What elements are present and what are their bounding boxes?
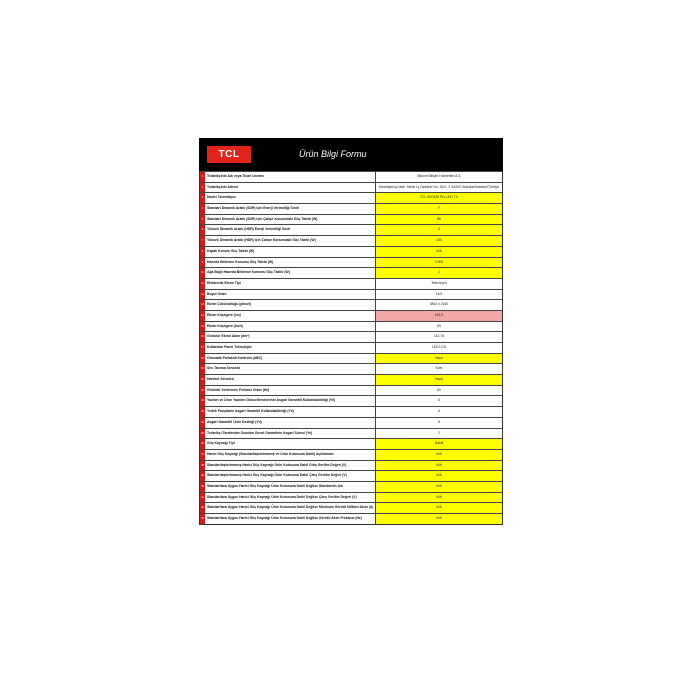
table-row <box>200 246 502 257</box>
table-row <box>200 299 502 310</box>
table-row <box>200 417 502 428</box>
row-number: 14 <box>200 311 205 321</box>
row-number: 17 <box>200 343 205 353</box>
table-row <box>200 395 502 406</box>
row-value: Televizyon <box>431 280 447 285</box>
table-row <box>200 353 502 364</box>
row-label: Yazılım ve Ürün Yazılımı Güncellemelerinin Asgari Garantili Kullanılabilirliği (Yıl) <box>205 396 376 406</box>
table-row <box>200 438 502 449</box>
table-row <box>200 513 502 524</box>
row-label: Standartlaştırılmamış Harici Güç Kaynağı Ürün Kutusuna Dahil Çıkış Gerilim Değeri (V) <box>205 471 376 481</box>
table-row <box>200 492 502 503</box>
row-label: Standartlara Uygun Harici Güç Kaynağı Ürün Kutusuna Dahil Değilse Standardın Adı <box>205 482 376 492</box>
row-label: Güç Kaynağı Tipi <box>205 439 376 449</box>
row-number: 26 <box>200 439 205 449</box>
table-row <box>200 289 502 300</box>
row-number: 10 <box>200 268 205 278</box>
row-value: 86 <box>376 215 502 225</box>
product-info-sheet <box>199 138 503 525</box>
row-number: 9 <box>200 258 205 268</box>
table-row <box>200 460 502 471</box>
table-row <box>200 278 502 289</box>
table-row <box>200 267 502 278</box>
row-label: Ekran Çözünürlüğü (piksel) <box>205 300 376 310</box>
row-value: N/A <box>376 514 502 524</box>
row-value: Evet <box>435 366 443 371</box>
row-value: 8 <box>438 398 440 403</box>
row-value: N/A <box>376 461 502 471</box>
sheet-header <box>199 138 503 171</box>
row-number: 31 <box>200 493 205 503</box>
row-value: 0,500 <box>376 258 502 268</box>
row-value: N/A <box>376 247 502 257</box>
row-number: 27 <box>200 450 205 460</box>
table-row <box>200 502 502 513</box>
table-row <box>200 171 502 182</box>
row-number: 18 <box>200 354 205 364</box>
table-row <box>200 310 502 321</box>
row-label: Tedarikçi Tarafından Sunulan Genel Garantinin Asgari Süresi (Yıl) <box>205 429 376 439</box>
table-row <box>200 406 502 417</box>
table-row <box>200 481 502 492</box>
row-label: Yüksek Dinamik Aralık (HDR) Enerji Verimliliği Sınıfı <box>205 225 376 235</box>
row-number: 19 <box>200 364 205 374</box>
row-value: 3840 x 2160 <box>429 302 449 307</box>
spec-table <box>199 171 503 525</box>
row-label: Ses Tanıma Sensörü <box>205 364 376 374</box>
row-label: Yedek Parçaların Asgari Garantili Kullanılabilirliği (Yıl) <box>205 407 376 417</box>
row-number: 20 <box>200 375 205 385</box>
row-label: Tedarikçinin Adı veya Ticari Unvanı <box>205 172 376 182</box>
row-label: Tedarikçinin Adresi <box>205 183 376 193</box>
table-row <box>200 331 502 342</box>
table-row <box>200 224 502 235</box>
row-label: Ağa Bağlı Hazırda Bekleme Konumu Güç Talebi (W) <box>205 268 376 278</box>
row-value: G <box>376 225 502 235</box>
row-number: 11 <box>200 279 205 289</box>
table-row <box>200 192 502 203</box>
row-label: Standart Dinamik Aralık (SDR) için Çalışır Konumdaki Güç Talebi (W) <box>205 215 376 225</box>
row-label: Görünür Ekran Alanı (dm²) <box>205 332 376 342</box>
table-row <box>200 449 502 460</box>
row-value: F <box>376 204 502 214</box>
row-label: Model Tanımlayıcı <box>205 193 376 203</box>
row-label: Boyut Oranı <box>205 290 376 300</box>
row-value: Bilkom Bilişim Hizmetleri A.Ş <box>417 174 461 178</box>
row-number: 29 <box>200 471 205 481</box>
row-number: 32 <box>200 503 205 513</box>
table-row <box>200 470 502 481</box>
row-value: N/A <box>376 493 502 503</box>
row-label: Hareket Sensörü <box>205 375 376 385</box>
row-number: 22 <box>200 396 205 406</box>
row-value: 60 <box>437 387 441 392</box>
row-value: 16:9 <box>435 291 443 296</box>
table-row <box>200 428 502 439</box>
row-label: Elektronik Ekran Tipi <box>205 279 376 289</box>
row-value: 2 <box>376 268 502 278</box>
table-row <box>200 182 502 193</box>
table-row <box>200 385 502 396</box>
row-label: Ekran Köşegeni (cm) <box>205 311 376 321</box>
row-value: Dahili <box>376 439 502 449</box>
row-value: 114,78 <box>433 334 445 339</box>
table-row <box>200 235 502 246</box>
row-label: Kapalı Konum Güç Talebi (W) <box>205 247 376 257</box>
row-value: 150 <box>376 236 502 246</box>
table-row <box>200 203 502 214</box>
row-label: Kullanılan Panel Teknolojisi <box>205 343 376 353</box>
row-number: 13 <box>200 300 205 310</box>
row-value: 163,9 <box>376 311 502 321</box>
row-value: 65 <box>437 323 441 328</box>
table-row <box>200 321 502 332</box>
table-row <box>200 342 502 353</box>
row-value: N/A <box>376 450 502 460</box>
row-label: Yüksek Dinamik Aralık (HDR) için Çalışır Konumdaki Güç Talebi (W) <box>205 236 376 246</box>
row-label: Standartlara Uygun Harici Güç Kaynağı Ürün Kutusuna Dahil Değilse Minimum Gerekli Nitiben Akım (A) <box>205 503 376 513</box>
row-value: Mecidiyeköy Mah. Mehir İş Caddesi No: 38 K: 3 34400 Üsküdar/İstanbul/Türkiye <box>378 184 500 189</box>
row-number: 2 <box>200 183 205 193</box>
row-label: Asgari Garantili Ürün Desteği (Yıl) <box>205 418 376 428</box>
row-value: N/A <box>376 471 502 481</box>
row-number: 25 <box>200 429 205 439</box>
row-label: Görüntü Yenilenme Frekans Oranı (Hz) <box>205 386 376 396</box>
row-number: 12 <box>200 290 205 300</box>
form-title: Ürün Bilgi Formu <box>299 149 367 159</box>
row-number: 5 <box>200 215 205 225</box>
row-number: 16 <box>200 332 205 342</box>
row-value: 8 <box>438 409 440 414</box>
row-label: Hazırda Bekleme Konumu Güç Talebi (W) <box>205 258 376 268</box>
row-label: Standartlara Uygun Harici Güç Kaynağı Ürün Kutusuna Dahil Değilse Çıkış Gerilim Değeri (V) <box>205 493 376 503</box>
row-number: 3 <box>200 193 205 203</box>
row-value: 2 <box>438 430 440 435</box>
row-number: 33 <box>200 514 205 524</box>
row-value: TCL 65C635 Pro LED TV <box>376 193 502 203</box>
row-number: 21 <box>200 386 205 396</box>
row-label: Harici Güç Kaynağı (Standartlaştırılmamış ve Ürün Kutusuna Dahil) Açıklaması <box>205 450 376 460</box>
table-row <box>200 363 502 374</box>
table-row <box>200 257 502 268</box>
row-value: Hayır <box>376 354 502 364</box>
row-number: 23 <box>200 407 205 417</box>
row-label: Standart Dinamik Aralık (SDR) için Enerji Verimliliği Sınıfı <box>205 204 376 214</box>
row-value: N/A <box>376 503 502 513</box>
row-label: Standartlaştırılmamış Harici Güç Kaynağı Ürün Kutusuna Dahil Giriş Gerilim Değeri (V) <box>205 461 376 471</box>
tcl-logo: TCL <box>207 146 251 163</box>
row-value: LED LCD <box>431 345 447 349</box>
row-value: Hayır <box>376 375 502 385</box>
table-row <box>200 214 502 225</box>
row-number: 1 <box>200 172 205 182</box>
row-number: 15 <box>200 322 205 332</box>
row-number: 8 <box>200 247 205 257</box>
row-number: 7 <box>200 236 205 246</box>
row-value: 8 <box>438 419 440 424</box>
row-label: Ekran Köşegeni (inch) <box>205 322 376 332</box>
row-number: 24 <box>200 418 205 428</box>
table-row <box>200 374 502 385</box>
row-value: N/A <box>376 482 502 492</box>
row-number: 30 <box>200 482 205 492</box>
row-number: 6 <box>200 225 205 235</box>
row-number: 28 <box>200 461 205 471</box>
row-label: Standartlara Uygun Harici Güç Kaynağı Ürün Kutusuna Dahil Değilse Gerekli Akım Frekansı (Hz) <box>205 514 376 524</box>
row-label: Otomatik Parlaklık Kontrolü (ABC) <box>205 354 376 364</box>
row-number: 4 <box>200 204 205 214</box>
